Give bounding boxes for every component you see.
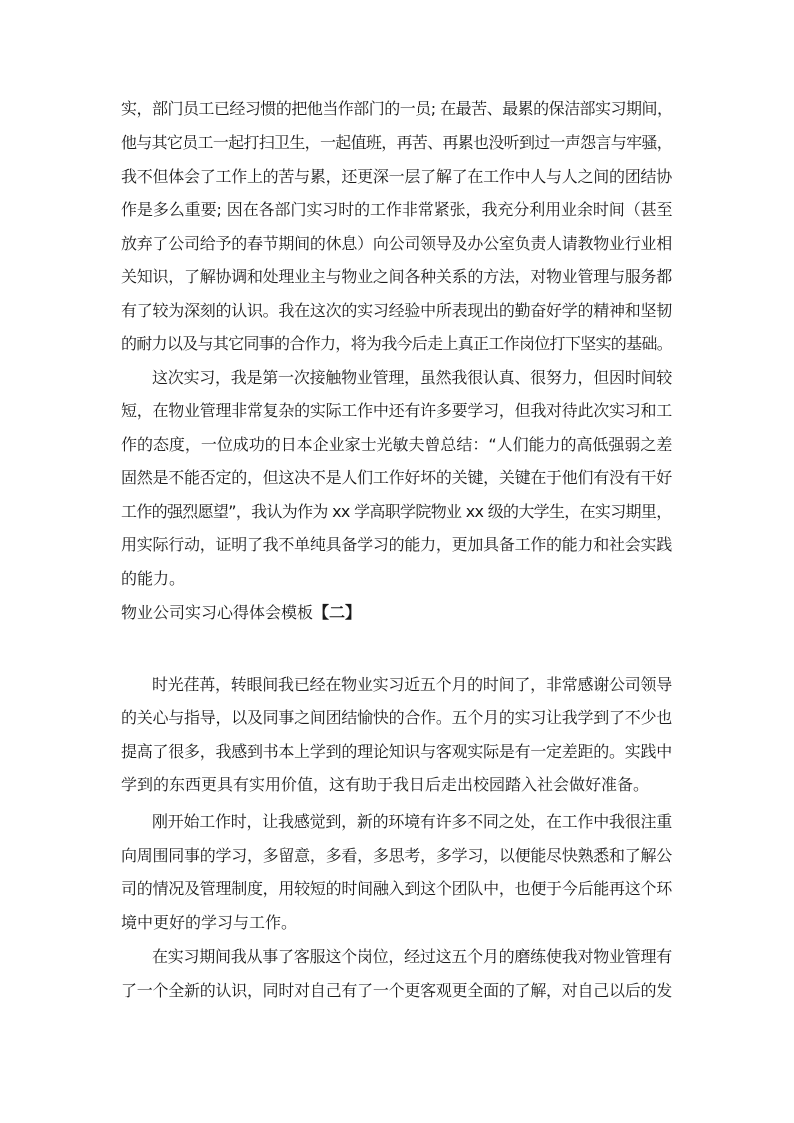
text-line: 他与其它员工一起打扫卫生，一起值班，再苦、再累也没听到过一声怨言与牢骚， (121, 133, 673, 152)
text-line: 我不但体会了工作上的苦与累，还更深一层了解了在工作中人与人之间的团结协 (121, 167, 673, 186)
text-line: 用实际行动，证明了我不单纯具备学习的能力，更加具备工作的能力和社会实践 (121, 535, 673, 554)
text-line: 向周围同事的学习，多留意，多看，多思考，多学习，以便能尽快熟悉和了解公 (121, 846, 673, 865)
text-line: 固然是不能否定的，但这决不是人们工作好坏的关键，关键在于他们有没有干好 (121, 468, 673, 487)
text-line: 短，在物业管理非常复杂的实际工作中还有许多要学习，但我对待此次实习和工 (121, 401, 673, 420)
section-heading-text: 物业公司实习心得体会模板 (121, 603, 314, 622)
section-heading-suffix: 【二】 (313, 603, 362, 622)
text-line: 实，部门员工已经习惯的把他当作部门的一员; 在最苦、最累的保洁部实习期间， (121, 99, 673, 118)
text-line: 关知识，了解协调和处理业主与物业之间各种关系的方法，对物业管理与服务都 (121, 267, 673, 286)
text-line: 放弃了公司给予的春节期间的休息）向公司领导及办公室负责人请教物业行业相 (121, 234, 673, 253)
text-line: 学到的东西更具有实用价值，这有助于我日后走出校园踏入社会做好准备。 (121, 775, 650, 794)
text-line: 境中更好的学习与工作。 (121, 913, 298, 932)
text-line: 的耐力以及与其它同事的合作力，将为我今后走上真正工作岗位打下坚实的基础。 (121, 334, 673, 353)
text-line: 司的情况及管理制度，用较短的时间融入到这个团队中，也便于今后能再这个环 (121, 879, 673, 898)
text-line: 工作的强烈愿望”，我认为作为 xx 学高职学院物业 xx 级的大学生，在实习期里， (121, 502, 672, 521)
text-line: 作是多么重要; 因在各部门实习时的工作非常紧张，我充分利用业余时间（甚至 (121, 200, 673, 219)
text-line: 的能力。 (121, 569, 186, 588)
text-line: 在实习期间我从事了客服这个岗位，经过这五个月的磨练使我对物业管理有 (152, 947, 673, 966)
text-line: 作的态度，一位成功的日本企业家士光敏夫曾总结：“人们能力的高低强弱之差 (121, 435, 673, 454)
text-line: 的关心与指导，以及同事之间团结愉快的合作。五个月的实习让我学到了不少也 (121, 708, 673, 727)
text-line: 时光荏苒，转眼间我已经在物业实习近五个月的时间了，非常感谢公司领导 (152, 675, 673, 694)
text-line: 有了较为深刻的认识。我在这次的实习经验中所表现出的勤奋好学的精神和坚韧 (121, 301, 673, 320)
text-line: 这次实习，我是第一次接触物业管理，虽然我很认真、很努力，但因时间较 (152, 368, 673, 387)
text-line: 刚开始工作时，让我感觉到，新的环境有许多不同之处，在工作中我很注重 (152, 812, 673, 831)
section-heading (121, 603, 361, 623)
text-line: 了一个全新的认识，同时对自己有了一个更客观更全面的了解，对自己以后的发 (121, 981, 673, 1000)
text-line: 提高了很多，我感到书本上学到的理论知识与客观实际是有一定差距的。实践中 (121, 742, 673, 761)
